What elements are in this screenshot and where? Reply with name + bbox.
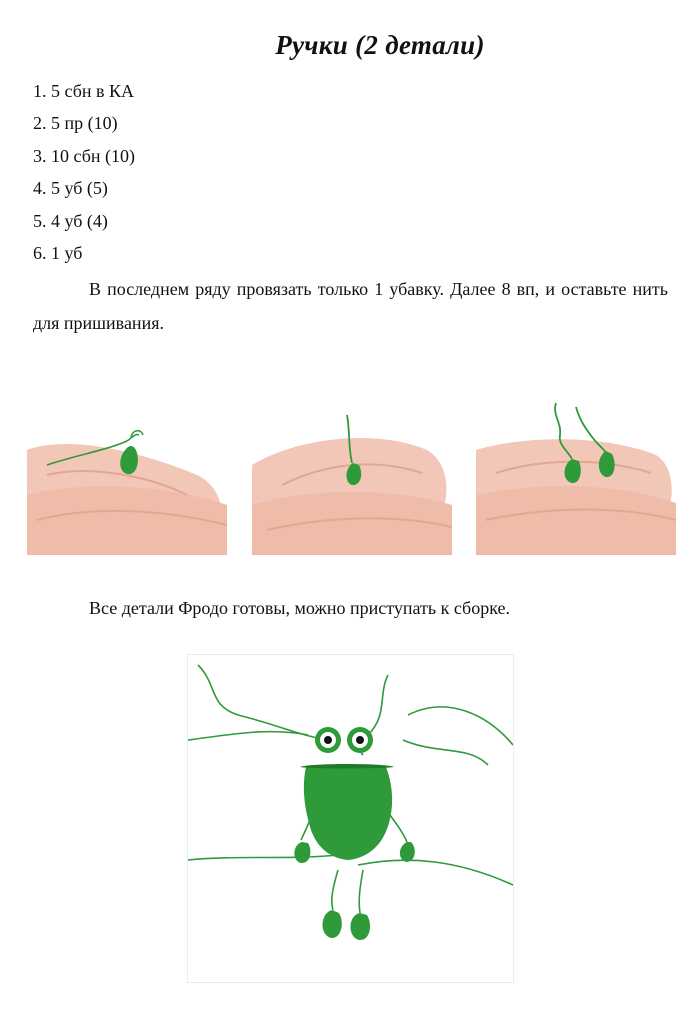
step-item: 6. 1 уб (33, 242, 83, 263)
closing-sentence: Все детали Фродо готовы, можно приступать к сборке. (89, 598, 511, 618)
instruction-paragraph: В последнем ряду провязать только 1 убавку. Далее 8 вп, и оставьте нить для пришивания. (33, 279, 668, 333)
photo-assembled-parts (188, 655, 513, 982)
steps-list (33, 79, 135, 273)
step-item: 4. 5 уб (5) (33, 178, 108, 199)
step-item: 3. 10 сбн (10) (33, 145, 135, 166)
photo-hand-part-start (27, 355, 227, 555)
step-item: 2. 5 пр (10) (33, 113, 118, 134)
step-item: 5. 4 уб (4) (33, 210, 108, 231)
page-title: Ручки (2 детали) (275, 30, 485, 60)
photo-hand-part-tail (252, 355, 452, 555)
step-item: 1. 5 сбн в КА (33, 81, 135, 101)
photo-hand-parts-pair (476, 355, 676, 555)
